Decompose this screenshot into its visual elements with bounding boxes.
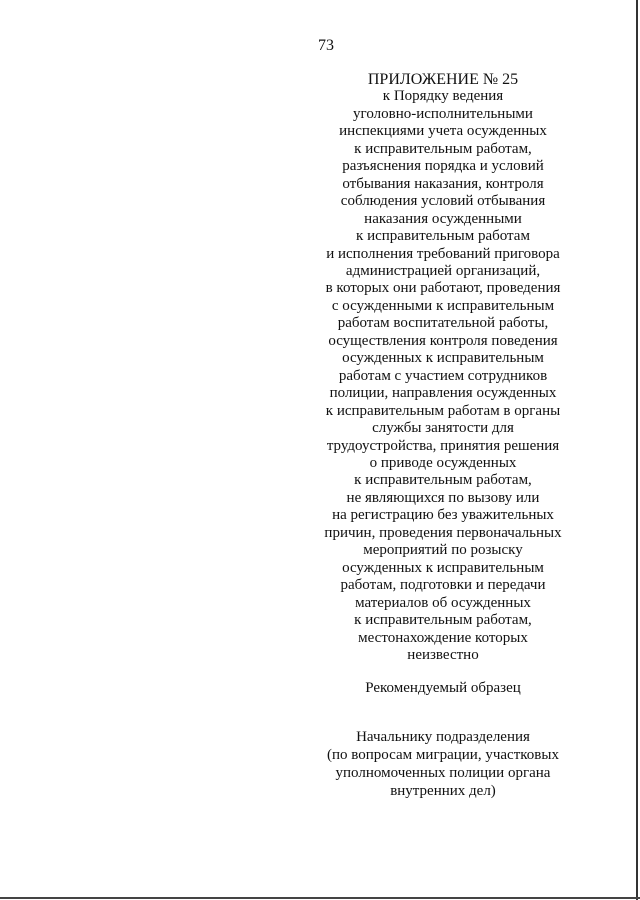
page-number: 73 <box>318 37 334 54</box>
addressee-line: Начальнику подразделения <box>356 729 530 745</box>
appendix-line: уголовно-исполнительными <box>353 105 533 122</box>
addressee-block <box>300 728 586 800</box>
appendix-line: полиции, направления осужденных <box>329 385 557 402</box>
appendix-line: трудоустройства, принятия решения <box>326 437 560 454</box>
appendix-line: наказания осужденными <box>364 210 522 227</box>
appendix-line: службы занятости для <box>372 420 514 437</box>
appendix-line: к исправительным работам, <box>354 472 532 489</box>
appendix-line: на регистрацию без уважительных <box>332 507 554 524</box>
appendix-line: к исправительным работам <box>356 228 530 245</box>
appendix-line: причин, проведения первоначальных <box>324 524 562 541</box>
appendix-line: работам, подготовки и передачи <box>340 577 546 594</box>
appendix-line: в которых они работают, проведения <box>325 280 561 297</box>
appendix-header <box>300 71 586 664</box>
appendix-line: неизвестно <box>407 646 479 663</box>
appendix-line: к исправительным работам, <box>354 612 532 629</box>
addressee-line: уполномоченных полиции органа <box>335 765 551 781</box>
appendix-line: инспекциями учета осужденных <box>339 123 547 140</box>
scan-edge-right <box>636 0 638 900</box>
appendix-line: и исполнения требований приговора <box>326 245 560 262</box>
appendix-line: разъяснения порядка и условий <box>342 158 544 175</box>
appendix-line: к исправительным работам в органы <box>325 402 561 419</box>
appendix-line: к исправительным работам, <box>354 140 532 157</box>
addressee-line: внутренних дел) <box>390 783 496 799</box>
appendix-line: работам с участием сотрудников <box>338 367 548 384</box>
appendix-line: работам воспитательной работы, <box>337 315 549 332</box>
appendix-line: мероприятий по розыску <box>363 542 523 559</box>
appendix-line: с осужденными к исправительным <box>331 297 555 314</box>
appendix-line: соблюдения условий отбывания <box>340 193 546 210</box>
appendix-title: ПРИЛОЖЕНИЕ № 25 <box>367 71 519 88</box>
appendix-line: осуществления контроля поведения <box>328 332 558 349</box>
appendix-line: осужденных к исправительным <box>342 350 544 367</box>
sample-label: Рекомендуемый образец <box>365 680 521 696</box>
appendix-line: отбывания наказания, контроля <box>342 175 544 192</box>
appendix-line: не являющихся по вызову или <box>346 489 540 506</box>
addressee-line: (по вопросам миграции, участковых <box>327 747 559 763</box>
scan-edge-bottom <box>0 897 640 899</box>
appendix-line: о приводе осужденных <box>369 454 517 471</box>
appendix-description <box>300 88 586 664</box>
appendix-line: осужденных к исправительным <box>342 559 544 576</box>
appendix-line: к Порядку ведения <box>382 88 504 105</box>
appendix-line: материалов об осужденных <box>355 594 531 611</box>
appendix-line: местонахождение которых <box>358 629 528 646</box>
appendix-line: администрацией организаций, <box>345 262 541 279</box>
